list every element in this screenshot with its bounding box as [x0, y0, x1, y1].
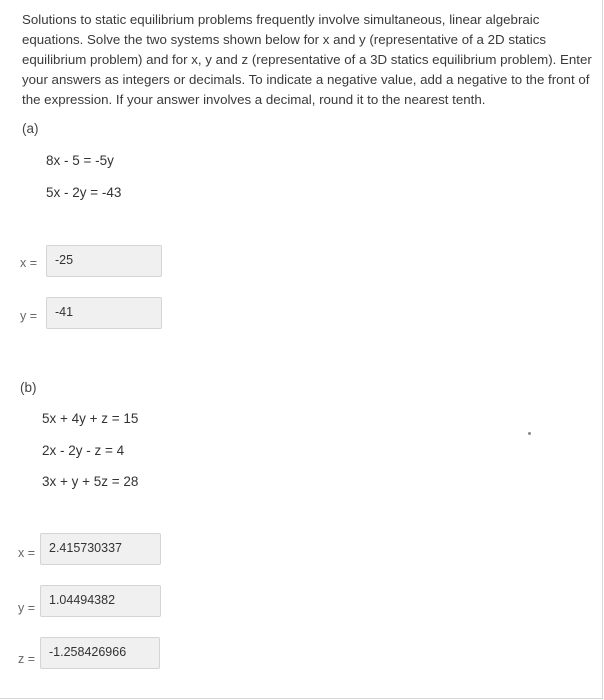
question-instructions: Solutions to static equilibrium problems frequently involve simultaneous, linear algebraic equations. Solve the two systems shown below for x and y (representative of a 2D statics equilibrium problem) and for x, y and z (representative of a 3D statics equilibrium problem). Enter your answers as integers or decimals. To indicate a negative value, add a negative to the front of the expression. If your answer involves a decimal, round it to the nearest tenth.: [22, 12, 592, 107]
part-a-y-answer-field[interactable]: -41: [46, 297, 162, 329]
stray-dot: [528, 432, 531, 435]
part-b-equation-2: 2x - 2y - z = 4: [42, 443, 125, 458]
part-a-x-label: x =: [20, 256, 38, 270]
part-b-y-answer-field[interactable]: 1.04494382: [40, 585, 161, 617]
part-b-equation-3: 3x + y + 5z = 28: [42, 474, 139, 489]
part-b-z-answer-field[interactable]: -1.258426966: [40, 637, 160, 669]
part-a-y-label: y =: [20, 309, 38, 323]
part-b-x-answer-field[interactable]: 2.415730337: [40, 533, 161, 565]
part-b-x-label: x =: [18, 546, 36, 560]
part-b-z-label: z =: [18, 652, 36, 666]
part-b-equation-1: 5x + 4y + z = 15: [42, 411, 139, 426]
part-b-label: (b): [20, 380, 37, 395]
part-a-label: (a): [22, 121, 39, 136]
part-a-equation-2: 5x - 2y = -43: [46, 185, 122, 200]
part-a-equation-1: 8x - 5 = -5y: [46, 153, 114, 168]
part-a-x-answer-field[interactable]: -25: [46, 245, 162, 277]
part-b-y-label: y =: [18, 601, 36, 615]
